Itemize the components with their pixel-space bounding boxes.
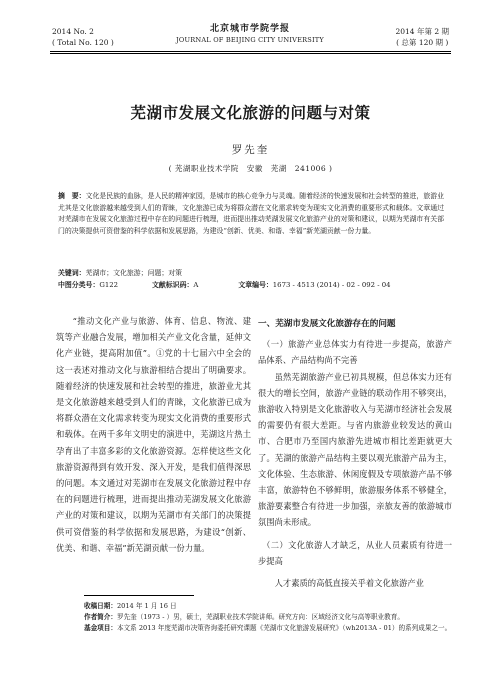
abstract <box>58 191 444 237</box>
fund-line <box>84 623 454 634</box>
abstract-text: 文化是民族的血脉，是人民的精神家园，是城市的核心竞争力与灵魂。随着经济的快速发展和社会转型的推进，旅游业尤其是文化旅游越来越受到人们的青睐，文化旅游已成为将群众潜在文化需求转变为现实文化消费的重要形式和载体。文章通过对芜湖市在发展文化旅游过程中存在的问题进行梳理，进而提出推动芜湖发展文化旅游产业的对策和建议，以期为芜湖市有关部门的决策提供可资借鉴的科学依据和发展思路，为建设“创新、优美、和谐、幸福”新芜湖贡献一份力量。 <box>58 192 445 235</box>
author-bio-line <box>84 612 454 623</box>
keywords: 芜湖市；文化旅游；问题；对策 <box>85 269 183 277</box>
header-issue-right <box>395 26 449 48</box>
author-bio: 罗先奎（1973 - ）男，硕士，芜湖职业技术学院讲师。研究方向：区域经济文化与高等职业教育。 <box>116 612 404 621</box>
abstract-label: 摘 要： <box>58 192 86 200</box>
received-label: 收稿日期： <box>84 602 117 610</box>
article-no-label: 文章编号： <box>238 280 273 289</box>
article-number: 1673 - 4513 (2014) - 02 - 092 - 04 <box>272 280 391 289</box>
body-right-column <box>258 316 452 591</box>
classification-line <box>58 280 391 292</box>
header-issue-number: 2014 No. 2 <box>52 27 94 36</box>
article-title: 芜湖市发展文化旅游的问题与对策 <box>130 103 371 122</box>
subsection-paragraph-2: 人才素质的高低直接关乎着文化旅游产业 <box>274 578 424 589</box>
subsection-paragraph-1: 虽然芜湖旅游产业已初具规模，但总体实力还有很大的增长空间，旅游产业链的联动作用不够突出，旅游收入特别是文化旅游收入与芜湖市经济社会发展的需要仍有很大差距。与省内旅游业较发达的黄山市、合肥市乃至国内旅游先进城市相比差距就更大了。芜湖的旅游产品结构主要以观光旅游产品为主，文化体验、生态旅游、休闲度假及专项旅游产品不够丰富，旅游特色不够鲜明，旅游服务体系不够健全，旅游要素整合有待进一步加强，亲旅友善的旅游城市氛围尚未形成。 <box>258 371 452 528</box>
header-total-number: ( Total No. 120 ) <box>52 38 114 47</box>
header-rule-thin <box>50 53 451 54</box>
keywords-label: 关键词： <box>58 269 86 277</box>
body-left-column: “推动文化产业与旅游、体育、信息、物流、建筑等产业融合发展，增加相关产业文化含量，延伸文化产业链，提高附加值”。①党的十七届六中全会的这一表述对推动文化与旅游相结合提出了明确要求。随着经济的快速发展和社会转型的推进，旅游业尤其是文化旅游越来越受到人们的青睐，文化旅游已成为将群众潜在文化需求转变为现实文化消费的重要形式和载体。在两千多年文明史的演进中，芜湖这片热土孕育出了丰富多彩的文化旅游资源。怎样使这些文化旅游资源得到有效开发、深入开发，是我们值得深思的问题。本文通过对芜湖市在发展文化旅游过程中存在的问题进行梳理，进而提出推动芜湖发展文化旅游产业的对策和建议，以期为芜湖市有关部门的决策提供可资借鉴的科学依据和发展思路，为建设“创新、优美、和谐、幸福”新芜湖贡献一份力量。 <box>56 316 251 553</box>
clc-code: G122 <box>99 280 119 289</box>
received-date-line <box>84 601 454 612</box>
fund-info: 本文系 2013 年度芜湖市决策咨询委托研究课题《芜湖市文化旅游发展研究》（wh2013A - 01）的系列成果之一。 <box>116 623 452 632</box>
author-affiliation: ( 芜湖职业技术学院 安徽 芜湖 241006 ) <box>168 164 333 173</box>
header-issue-left <box>52 26 114 48</box>
doc-code: A <box>193 280 199 289</box>
keywords-line <box>58 268 391 280</box>
article-author: 罗先奎 <box>231 144 270 156</box>
fund-label: 基金项目： <box>84 623 117 632</box>
header-total-number-cn: ( 总第 120 期 ) <box>396 38 449 47</box>
journal-name-en: JOURNAL OF BEIJING CITY UNIVERSITY <box>176 36 324 44</box>
article-meta <box>58 268 391 291</box>
footnote-rule <box>84 595 194 596</box>
header-issue-number-cn: 2014 年第 2 期 <box>395 27 449 36</box>
footnote <box>84 601 454 633</box>
subsection-heading-1: （一）旅游产业总体实力有待进一步提高，旅游产品体系、产品结构尚不完善 <box>258 339 452 366</box>
clc-label: 中图分类号： <box>58 280 100 289</box>
journal-masthead <box>150 24 350 46</box>
author-bio-label: 作者简介： <box>84 612 117 621</box>
header-rule <box>50 51 451 52</box>
section-heading: 一、芜湖市发展文化旅游存在的问题 <box>258 319 396 329</box>
doc-code-label: 文献标识码： <box>152 280 194 289</box>
journal-name-cn: 北京城市学院学报 <box>209 24 290 34</box>
subsection-heading-2: （二）文化旅游人才缺乏，从业人员素质有待进一步提高 <box>258 539 452 566</box>
received-date: 2014 年 1 月 16 日 <box>116 602 177 610</box>
